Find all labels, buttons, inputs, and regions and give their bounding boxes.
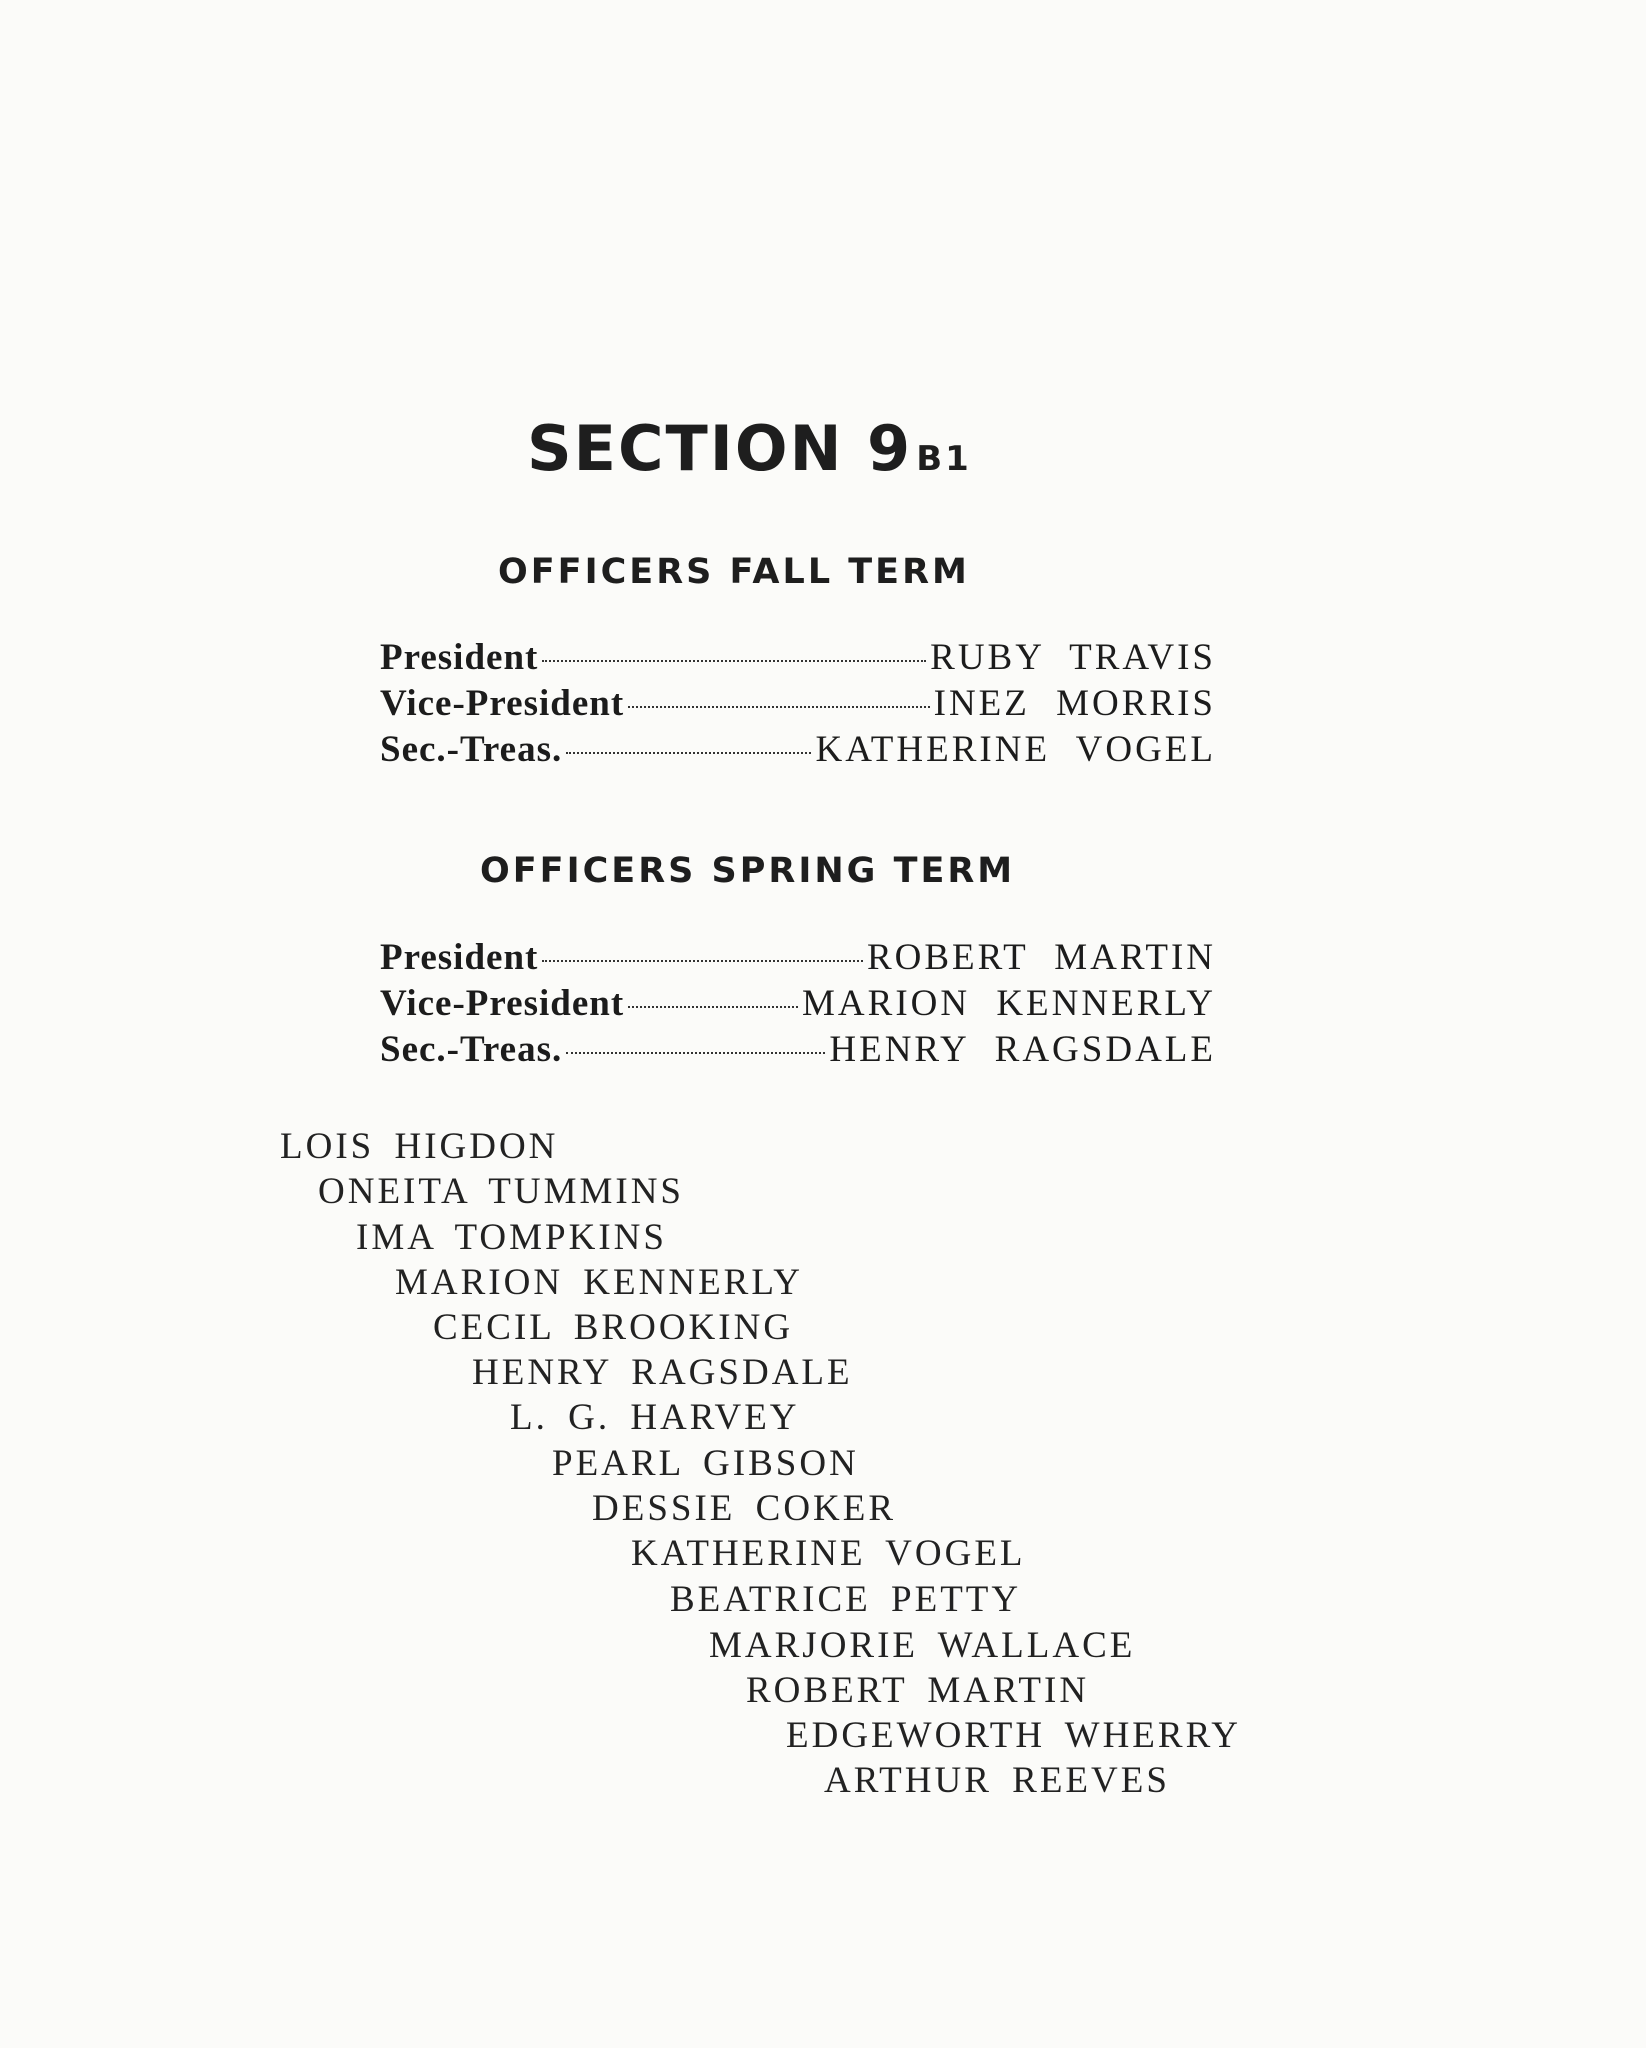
member-name: CECIL BROOKING (433, 1307, 794, 1348)
member-name: ROBERT MARTIN (746, 1670, 1090, 1711)
officer-row (380, 682, 1216, 728)
section-title-sub: B1 (916, 439, 972, 479)
member-name: ONEITA TUMMINS (318, 1171, 684, 1212)
officer-name: MARION KENNERLY (802, 983, 1216, 1024)
spring-term-officers (380, 936, 1216, 1074)
member-name: MARJORIE WALLACE (709, 1625, 1136, 1666)
member-name: MARION KENNERLY (395, 1262, 803, 1303)
member-name: L. G. HARVEY (510, 1397, 800, 1438)
member-name: DESSIE COKER (592, 1488, 897, 1529)
officer-name: INEZ MORRIS (933, 683, 1216, 724)
officer-row (380, 728, 1216, 774)
officer-row (380, 636, 1216, 682)
member-name: PEARL GIBSON (552, 1443, 859, 1484)
member-name: IMA TOMPKINS (356, 1217, 667, 1258)
officer-name: RUBY TRAVIS (930, 637, 1216, 678)
member-name: LOIS HIGDON (280, 1126, 559, 1167)
officer-row (380, 936, 1216, 982)
officer-row (380, 982, 1216, 1028)
fall-term-heading: OFFICERS FALL TERM (498, 552, 970, 592)
section-title (527, 412, 972, 485)
officer-name: HENRY RAGSDALE (829, 1029, 1216, 1070)
officer-name: ROBERT MARTIN (866, 937, 1216, 978)
officer-role: President (380, 637, 539, 678)
officer-role: President (380, 937, 539, 978)
dot-leader (628, 1006, 798, 1008)
officer-row (380, 1028, 1216, 1074)
spring-term-heading: OFFICERS SPRING TERM (480, 851, 1016, 891)
member-name: HENRY RAGSDALE (472, 1352, 853, 1393)
member-name: ARTHUR REEVES (824, 1760, 1170, 1801)
dot-leader (542, 660, 926, 662)
officer-role: Vice-President (380, 683, 625, 724)
fall-term-officers (380, 636, 1216, 774)
officer-role: Vice-President (380, 983, 625, 1024)
member-name: EDGEWORTH WHERRY (786, 1715, 1241, 1756)
officer-role: Sec.-Treas. (380, 729, 563, 770)
member-name: BEATRICE PETTY (670, 1579, 1022, 1620)
dot-leader (566, 752, 811, 754)
dot-leader (628, 706, 929, 708)
officer-role: Sec.-Treas. (380, 1029, 563, 1070)
dot-leader (542, 960, 863, 962)
member-name: KATHERINE VOGEL (631, 1533, 1026, 1574)
dot-leader (566, 1052, 825, 1054)
section-title-main: SECTION 9 (527, 412, 913, 485)
officer-name: KATHERINE VOGEL (815, 729, 1216, 770)
